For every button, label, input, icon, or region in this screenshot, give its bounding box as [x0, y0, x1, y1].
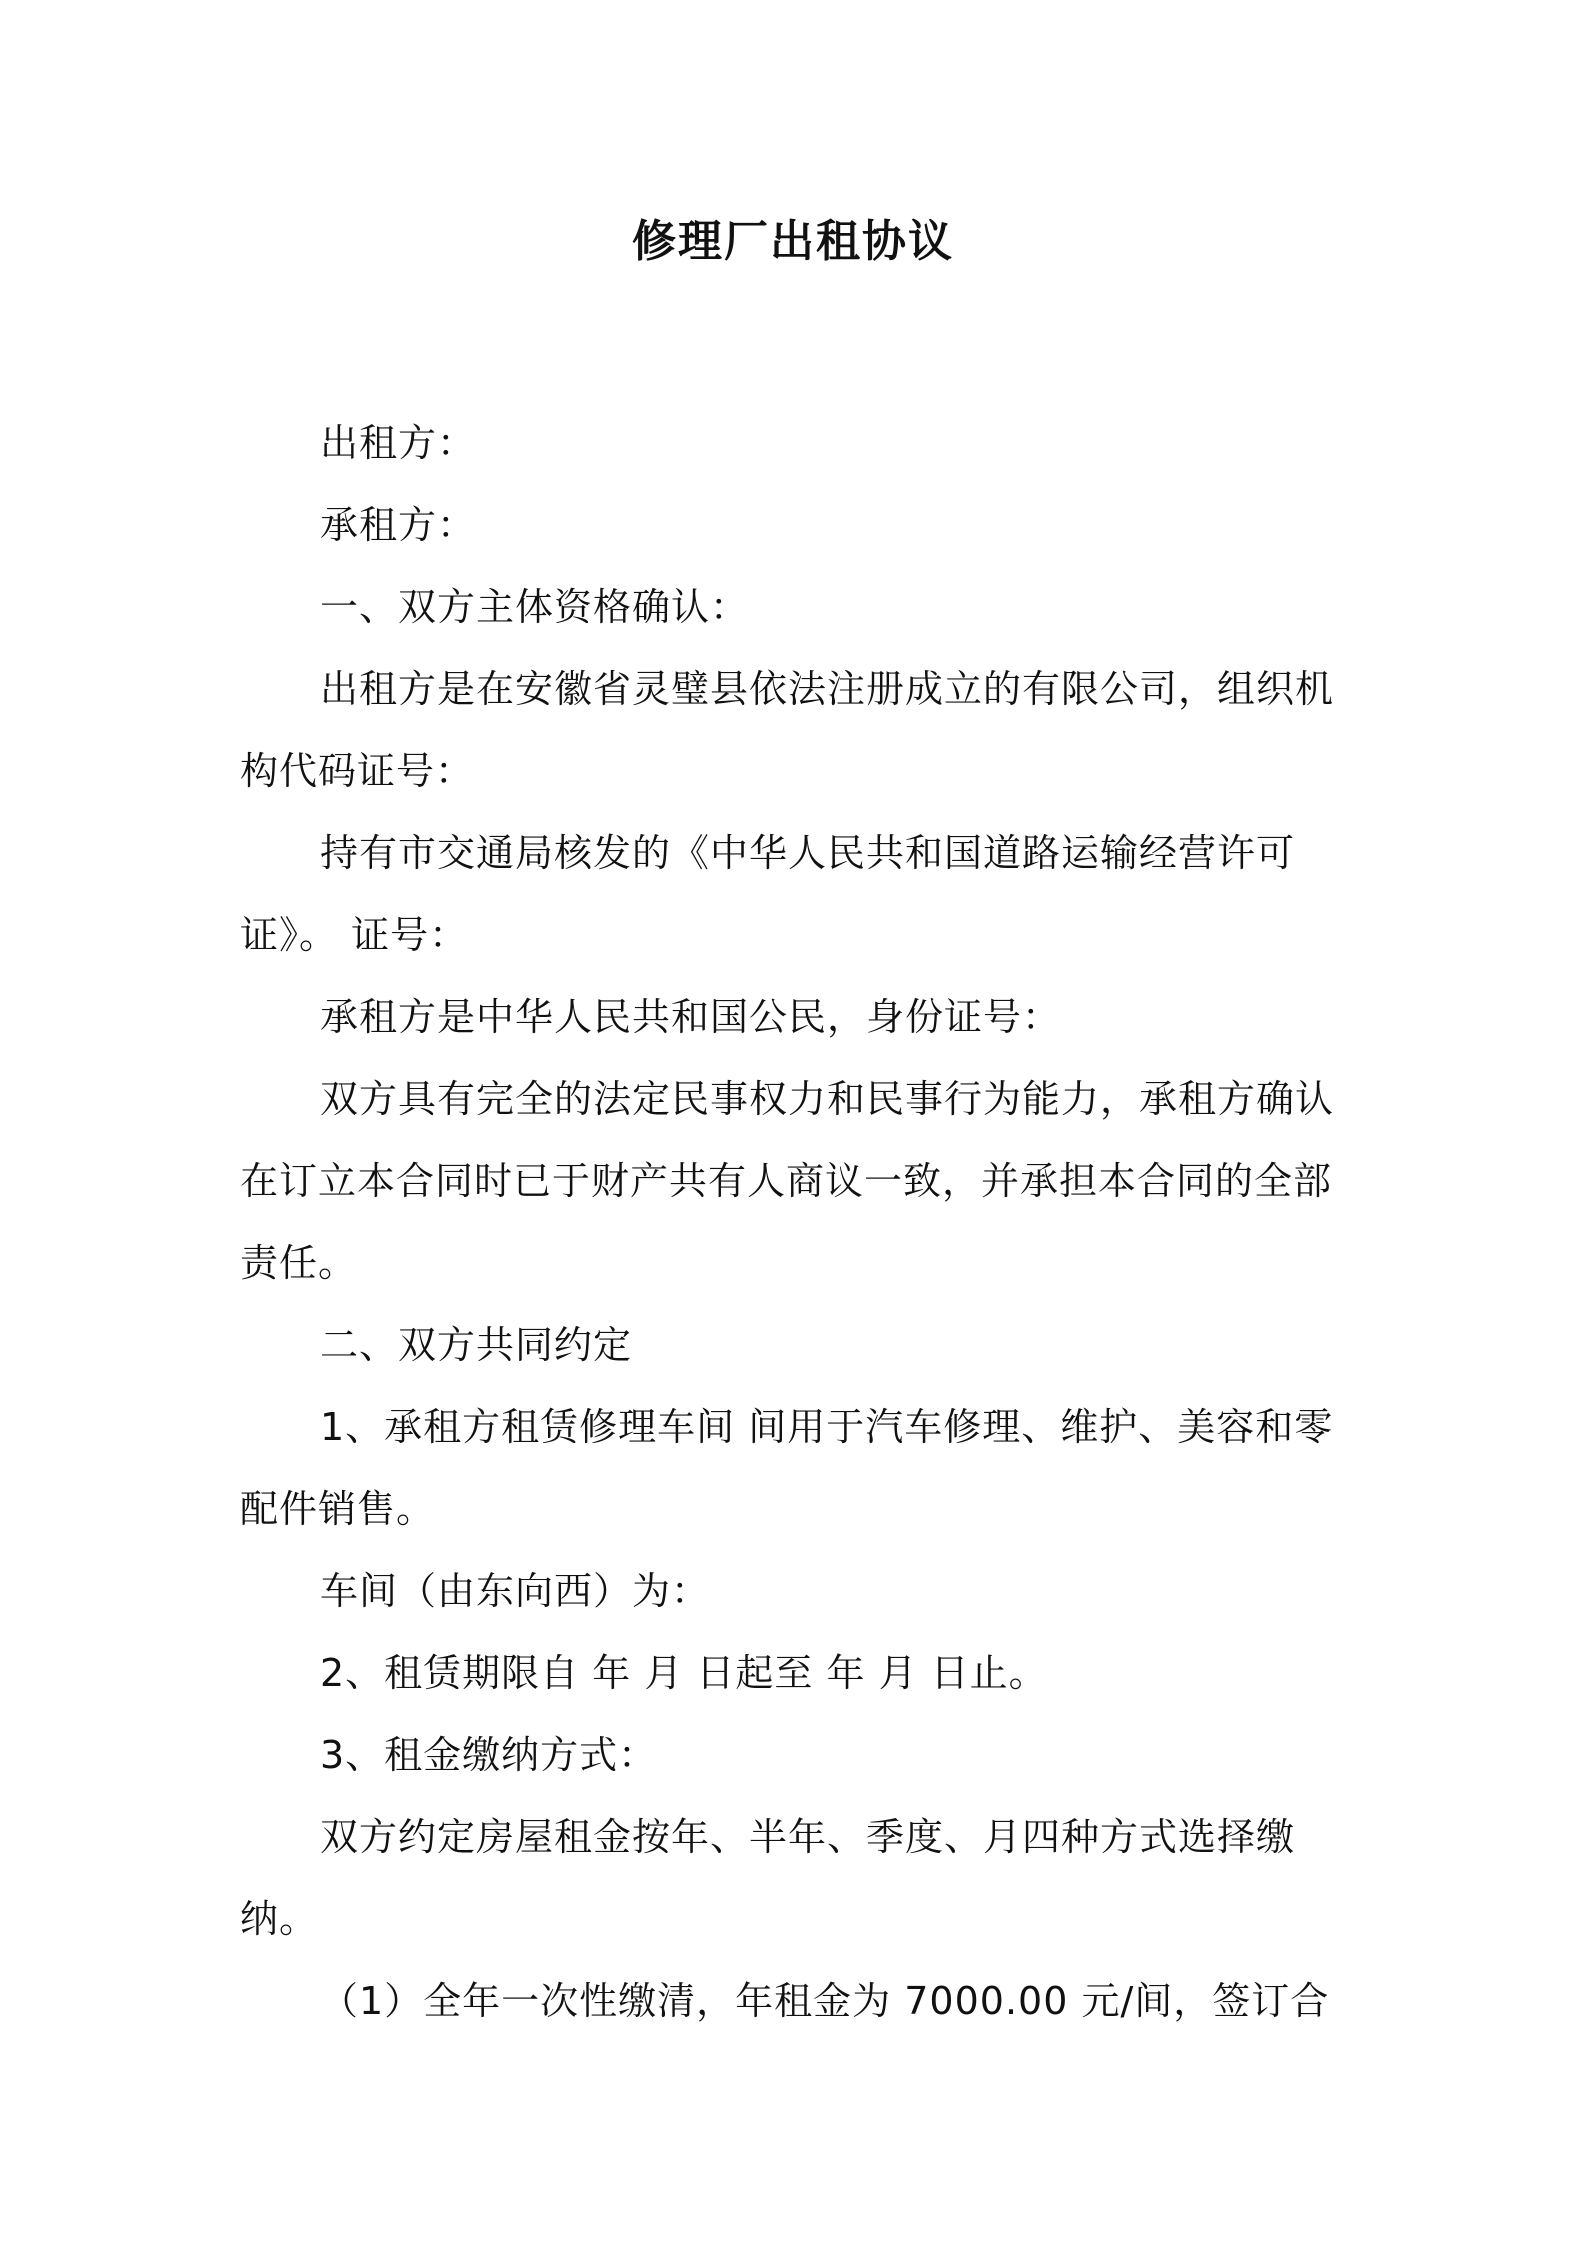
- workshop-line: 车间（由东向西）为：: [320, 1569, 711, 1613]
- section-1-heading: 一、双方主体资格确认：: [320, 585, 750, 629]
- payment-method: 双方约定房屋租金按年、半年、季度、月四种方式选择缴纳。: [240, 1815, 1296, 1941]
- document-title: 修理厂出租协议: [632, 216, 954, 267]
- capacity-statement: 双方具有完全的法定民事权力和民事行为能力，承租方确认在订立本合同时已于财产共有人商议一致，并承担本合同的全部责任。: [240, 1077, 1335, 1285]
- license-line: 持有市交通局核发的《中华人民共和国道路运输经营许可证》。 证号：: [240, 831, 1296, 957]
- lessor-qualification: 出租方是在安徽省灵璧县依法注册成立的有限公司，组织机构代码证号：: [240, 667, 1335, 793]
- lessee-line: 承租方：: [320, 503, 477, 547]
- lessor-line: 出租方：: [320, 421, 477, 465]
- document-body: [240, 402, 1350, 2042]
- clause-3: 3、租金缴纳方式：: [320, 1733, 658, 1777]
- lessee-id-line: 承租方是中华人民共和国公民，身份证号：: [320, 995, 1062, 1039]
- section-2-heading: 二、双方共同约定: [320, 1323, 633, 1367]
- clause-1: 1、承租方租赁修理车间 间用于汽车修理、维护、美容和零配件销售。: [240, 1405, 1334, 1531]
- clause-2: 2、租赁期限自 年 月 日起至 年 月 日止。: [320, 1651, 1048, 1695]
- payment-option-1: （1）全年一次性缴清，年租金为 7000.00 元/间，签订合: [320, 1979, 1330, 2023]
